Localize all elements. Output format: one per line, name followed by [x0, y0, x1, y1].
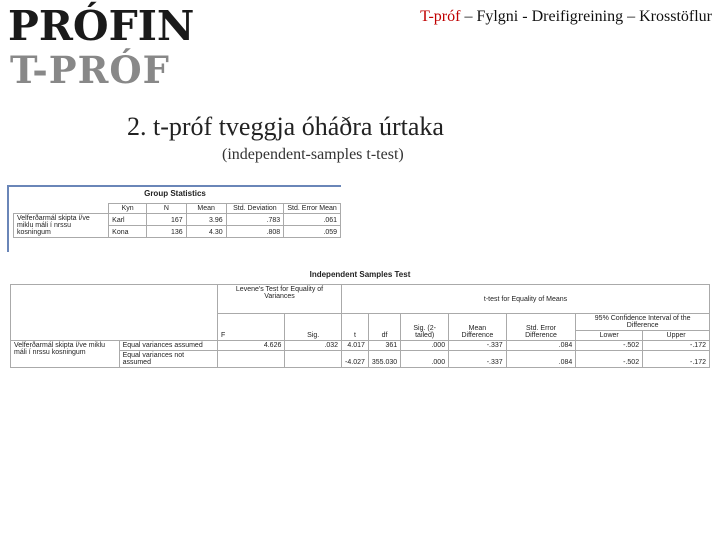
table-row — [14, 214, 341, 226]
header-cell: Kyn — [109, 204, 147, 214]
sed-cell: .084 — [506, 351, 576, 368]
table-header-row — [11, 285, 710, 314]
mean-cell: 3.96 — [186, 214, 226, 226]
breadcrumb-sep: - — [518, 8, 532, 25]
row-label: Equal variances assumed — [119, 341, 217, 351]
header-cell: Mean — [186, 204, 226, 214]
breadcrumb — [420, 8, 712, 26]
col-df: df — [368, 314, 400, 341]
se-cell: .061 — [284, 214, 341, 226]
mean-cell: 4.30 — [186, 226, 226, 238]
breadcrumb-item-krosstoflur: Krosstöflur — [639, 8, 712, 25]
independent-test-table — [10, 284, 710, 368]
levene-header: Levene's Test for Equality of Variances — [218, 285, 342, 314]
se-cell: .059 — [284, 226, 341, 238]
header-cell: N — [147, 204, 187, 214]
sed-cell: .084 — [506, 341, 576, 351]
df-cell: 355.030 — [368, 351, 400, 368]
df-cell: 361 — [368, 341, 400, 351]
section-subheading: (independent-samples t-test) — [222, 146, 404, 163]
sig2-cell: .000 — [401, 351, 449, 368]
sig-cell — [285, 351, 342, 368]
lower-cell: -.502 — [576, 351, 643, 368]
group-cell: Karl — [109, 214, 147, 226]
F-cell: 4.626 — [218, 341, 285, 351]
variable-label: Velferðarmál skipta í/ve miklu máli í nrssu kosningum — [11, 341, 120, 368]
upper-cell: -.172 — [643, 351, 710, 368]
col-sig2: Sig. (2-tailed) — [401, 314, 449, 341]
breadcrumb-sep: – — [623, 8, 640, 25]
sig-cell: .032 — [285, 341, 342, 351]
variable-label: Velferðarmál skipta í/ve miklu máli í nrssu kosningum — [14, 214, 109, 238]
col-F: F — [218, 314, 285, 341]
breadcrumb-item-fylgni: Fylgni — [476, 8, 519, 25]
header-cell: Std. Error Mean — [284, 204, 341, 214]
col-sig: Sig. — [285, 314, 342, 341]
sd-cell: .783 — [226, 214, 284, 226]
breadcrumb-item-dreifigreining: Dreifigreining — [531, 8, 624, 25]
slide-title-line1: PRÓFIN — [8, 2, 195, 50]
col-mean-diff: Mean Difference — [449, 314, 507, 341]
col-t: t — [342, 314, 369, 341]
group-statistics-panel — [7, 185, 341, 252]
breadcrumb-sep: – — [460, 8, 477, 25]
header-cell-blank — [11, 285, 218, 341]
sig2-cell: .000 — [401, 341, 449, 351]
ci-header: 95% Confidence Interval of the Difference — [576, 314, 710, 331]
col-upper: Upper — [643, 331, 710, 341]
independent-test-title: Independent Samples Test — [309, 270, 411, 279]
n-cell: 136 — [147, 226, 187, 238]
md-cell: -.337 — [449, 351, 507, 368]
header-cell — [14, 204, 109, 214]
slide-title-line2: T-PRÓF — [10, 48, 170, 92]
breadcrumb-active: T-próf — [420, 8, 461, 25]
section-heading: 2. t-próf tveggja óháðra úrtaka — [127, 112, 444, 141]
col-lower: Lower — [576, 331, 643, 341]
row-label: Equal variances not assumed — [119, 351, 217, 368]
F-cell — [218, 351, 285, 368]
header-cell: Std. Deviation — [226, 204, 284, 214]
col-std-err-diff: Std. Error Difference — [506, 314, 576, 341]
sd-cell: .808 — [226, 226, 284, 238]
t-cell: 4.017 — [342, 341, 369, 351]
group-cell: Kona — [109, 226, 147, 238]
ttest-header: t-test for Equality of Means — [342, 285, 710, 314]
table-header-row — [14, 204, 341, 214]
group-statistics-table — [13, 203, 341, 238]
n-cell: 167 — [147, 214, 187, 226]
t-cell: -4.027 — [342, 351, 369, 368]
lower-cell: -.502 — [576, 341, 643, 351]
upper-cell: -.172 — [643, 341, 710, 351]
md-cell: -.337 — [449, 341, 507, 351]
table-row — [11, 341, 710, 351]
group-statistics-title: Group Statistics — [144, 189, 206, 198]
